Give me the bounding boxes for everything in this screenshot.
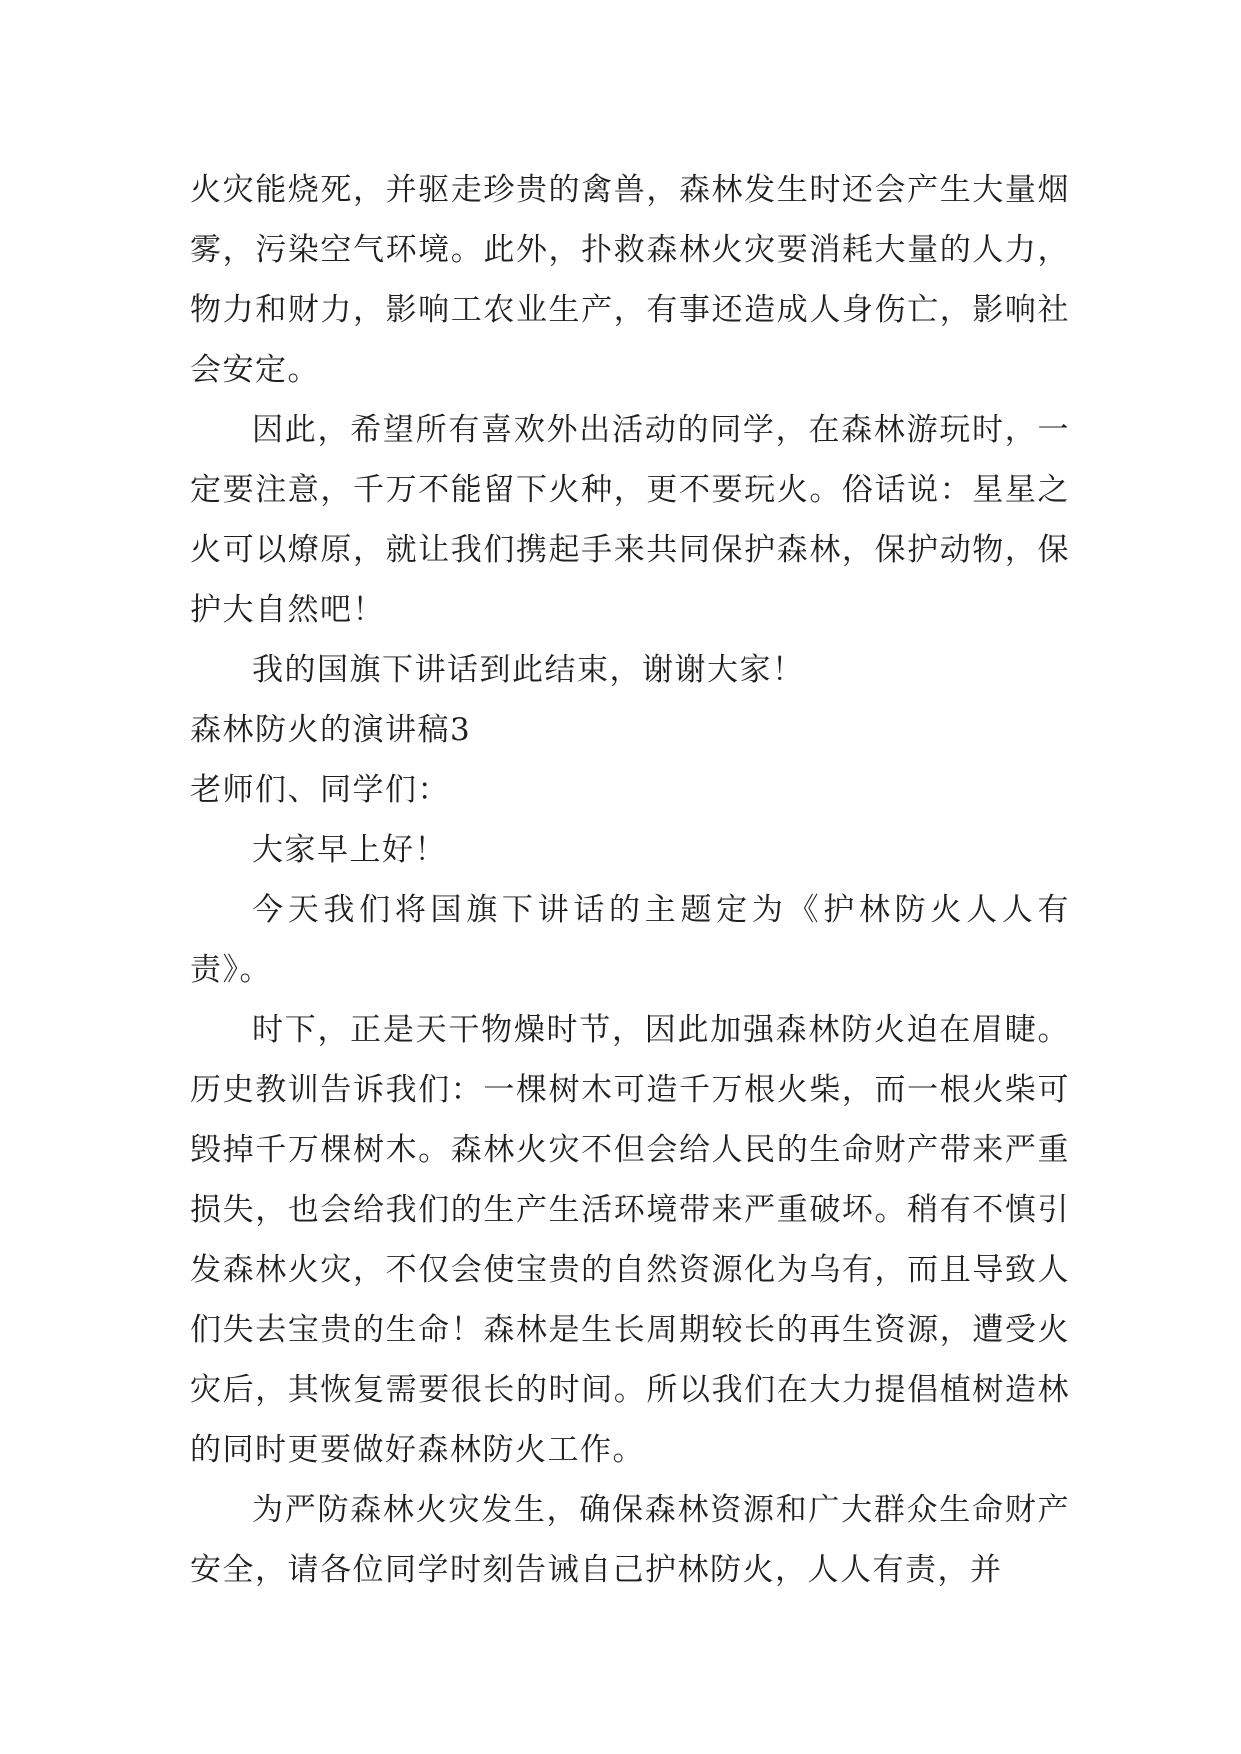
- paragraph-closing: 我的国旗下讲话到此结束，谢谢大家！: [252, 652, 805, 688]
- paragraph-fire-damage: 火灾能烧死，并驱走珍贵的禽兽，森林发生时还会产生大量烟雾，污染空气环境。此外，扑救森林火灾要消耗大量的人力，物力和财力，影响工农业生产，有事还造成人身伤亡，影响社会安定。: [190, 172, 1070, 388]
- salutation: 老师们、同学们：: [190, 772, 450, 808]
- paragraph-prevention: 为严防森林火灾发生，确保森林资源和广大群众生命财产安全，请各位同学时刻告诫自己护林防火，人人有责，并: [190, 1492, 1070, 1588]
- document-body: [190, 160, 1070, 1600]
- greeting: 大家早上好！: [252, 832, 447, 868]
- section-heading: 森林防火的演讲稿3: [190, 712, 472, 748]
- paragraph-history-lesson: 时下，正是天干物燥时节，因此加强森林防火迫在眉睫。历史教训告诉我们：一棵树木可造千万根火柴，而一根火柴可毁掉千万棵树木。森林火灾不但会给人民的生命财产带来严重损失，也会给我们的生产生活环境带来严重破坏。稍有不慎引发森林火灾，不仅会使宝贵的自然资源化为乌有，而且导致人们失去宝贵的生命！森林是生长周期较长的再生资源，遭受火灾后，其恢复需要很长的时间。所以我们在大力提倡植树造林的同时更要做好森林防火工作。: [190, 1012, 1070, 1468]
- paragraph-topic: 今天我们将国旗下讲话的主题定为《护林防火人人有责》。: [190, 892, 1070, 988]
- paragraph-call-to-action: 因此，希望所有喜欢外出活动的同学，在森林游玩时，一定要注意，千万不能留下火种，更不要玩火。俗话说：星星之火可以燎原，就让我们携起手来共同保护森林，保护动物，保护大自然吧！: [190, 412, 1070, 628]
